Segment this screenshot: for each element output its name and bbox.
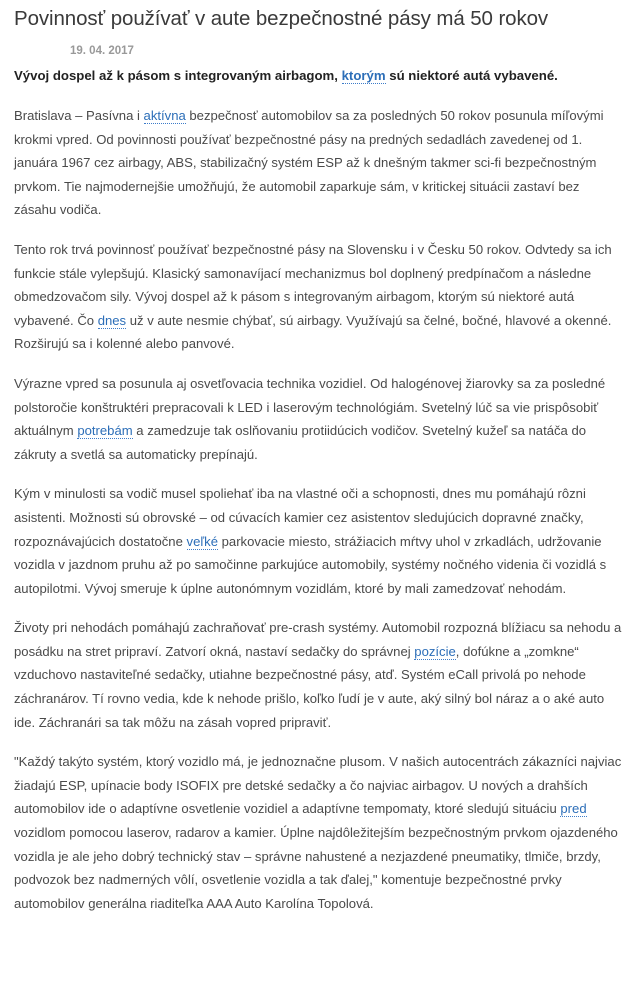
paragraph-4 (14, 482, 623, 600)
paragraph-2 (14, 238, 623, 356)
paragraph-5 (14, 616, 623, 734)
article-date: 19. 04. 2017 (70, 45, 134, 57)
article-body (14, 104, 623, 915)
paragraph-1 (14, 104, 623, 222)
paragraph-text: Bratislava – Pasívna i (14, 108, 144, 123)
paragraph-text: už v aute nesmie chýbať, sú airbagy. Využívajú sa čelné, bočné, hlavové a okenné. Rozširujú sa i kolenné alebo panvové. (14, 312, 612, 352)
paragraph-text: bezpečnosť automobilov sa za posledných 50 rokov posunula míľovými krokmi vpred. Od povinnosti používať bezpečnostné pásy na predných sedadlách zavedenej od 1. januára 1967 cez airbagy, ABS, stabilizačný systém ESP až k dnešným takmer sci-fi bezpečnostným prvkom. Tie najmodernejšie umožňujú, že automobil zaparkuje sám, v kritickej situácii zastaví bez zásahu vodiča. (14, 108, 604, 218)
keyword-link-velke[interactable]: veľké (186, 533, 218, 549)
paragraph-text: vozidlom pomocou laserov, radarov a kamier. Úplne najdôležitejším bezpečnostným prvkom ojazdeného vozidla je ale jeho dobrý technický stav – správne nahustené a nezjazdené pneumatiky, tlmiče, brzdy, podvozok bez nadmerných vôlí, osvetlenie vozidla a tak ďalej," komentuje bezpečnostné prvky automobilov generálna riaditeľka AAA Auto Karolína Topolová. (14, 825, 618, 911)
keyword-link-ktorym[interactable]: ktorým (341, 68, 386, 83)
paragraph-text: Výrazne vpred sa posunula aj osvetľovacia technika vozidiel. Od halogénovej žiarovky sa za posledné polstoročie konštruktéri prepracovali k LED i laserovým technológiám. Svetelný lúč sa vie prispôsobiť aktuálnym (14, 375, 606, 439)
paragraph-text: Životy pri nehodách pomáhajú zachraňovať pre-crash systémy. Automobil rozpozná blížiacu sa nehodu a posádku na stret pripraví. Zatvorí okná, nastaví sedačky do správnej (14, 620, 622, 659)
paragraph-text: Kým v minulosti sa vodič musel spoliehať iba na vlastné oči a schopnosti, dnes mu pomáhajú rôzni asistenti. Možnosti sú obrovské – od cúvacích kamier cez asistentov sledujúcich dopravné značky, rozpoznávajúcich dostatočne (14, 486, 586, 549)
article-lead (14, 66, 623, 86)
paragraph-text: parkovacie miesto, strážiacich mŕtvy uhol v zrkadlách, udržovanie vozidla v jazdnom pruhu až po samočinne parkujúce automobily, systémy nočného videnia či vozidlá s autopilotmi. Vývoj smeruje k úplne autonómnym vozidlám, ktoré by mali zamedzovať nehodám. (14, 533, 607, 596)
keyword-link-dnes[interactable]: dnes (97, 312, 127, 328)
keyword-link-potrebam[interactable]: potrebám (77, 423, 133, 439)
paragraph-text: a zamedzuje tak oslňovaniu protiidúcich vodičov. Svetelný kužeľ sa natáča do zákruty a svetlá sa automaticky prepínajú. (14, 423, 587, 462)
lead-text: sú niektoré autá vybavené. (385, 68, 558, 83)
keyword-link-pozicie[interactable]: pozície (414, 643, 456, 659)
paragraph-3 (14, 372, 623, 466)
paragraph-6 (14, 750, 623, 915)
paragraph-text: , dofúkne a „zomkne“ vzduchovo nastaviteľné sedačky, utiahne bezpečnostné pásy, atď. Systém eCall privolá po nehode záchranárov. Tí rovno vedia, kde k nehode prišlo, koľko ľudí je v aute, aký silný bol náraz a o aké auto ide. Záchranári sa tak môžu na zásah vopred pripraviť. (14, 643, 605, 730)
article-title: Povinnosť používať v aute bezpečnostné pásy má 50 rokov (14, 7, 549, 30)
keyword-link-aktivna[interactable]: aktívna (143, 108, 186, 123)
lead-text: Vývoj dospel až k pásom s integrovaným airbagom, (14, 68, 342, 83)
paragraph-text: Tento rok trvá povinnosť používať bezpečnostné pásy na Slovensku i v Česku 50 rokov. Odvtedy sa ich funkcie stále vylepšujú. Klasický samonavíjací mechanizmus bol doplnený predpínačom a následne obmedzovačom sily. Vývoj dospel až k pásom s integrovaným airbagom, ktorým sú niektoré autá vybavené. Čo (14, 241, 612, 328)
paragraph-text: "Každý takýto systém, ktorý vozidlo má, je jednoznačne plusom. V našich autocentrách zákazníci najviac žiadajú ESP, upínacie body ISOFIX pre detské sedačky a čo najviac airbagov. U nových a drahších automobilov ide o adaptívne osvetlenie vozidiel a adaptívne tempomaty, ktoré sledujú situáciu (14, 754, 622, 817)
keyword-link-pred[interactable]: pred (560, 801, 587, 817)
